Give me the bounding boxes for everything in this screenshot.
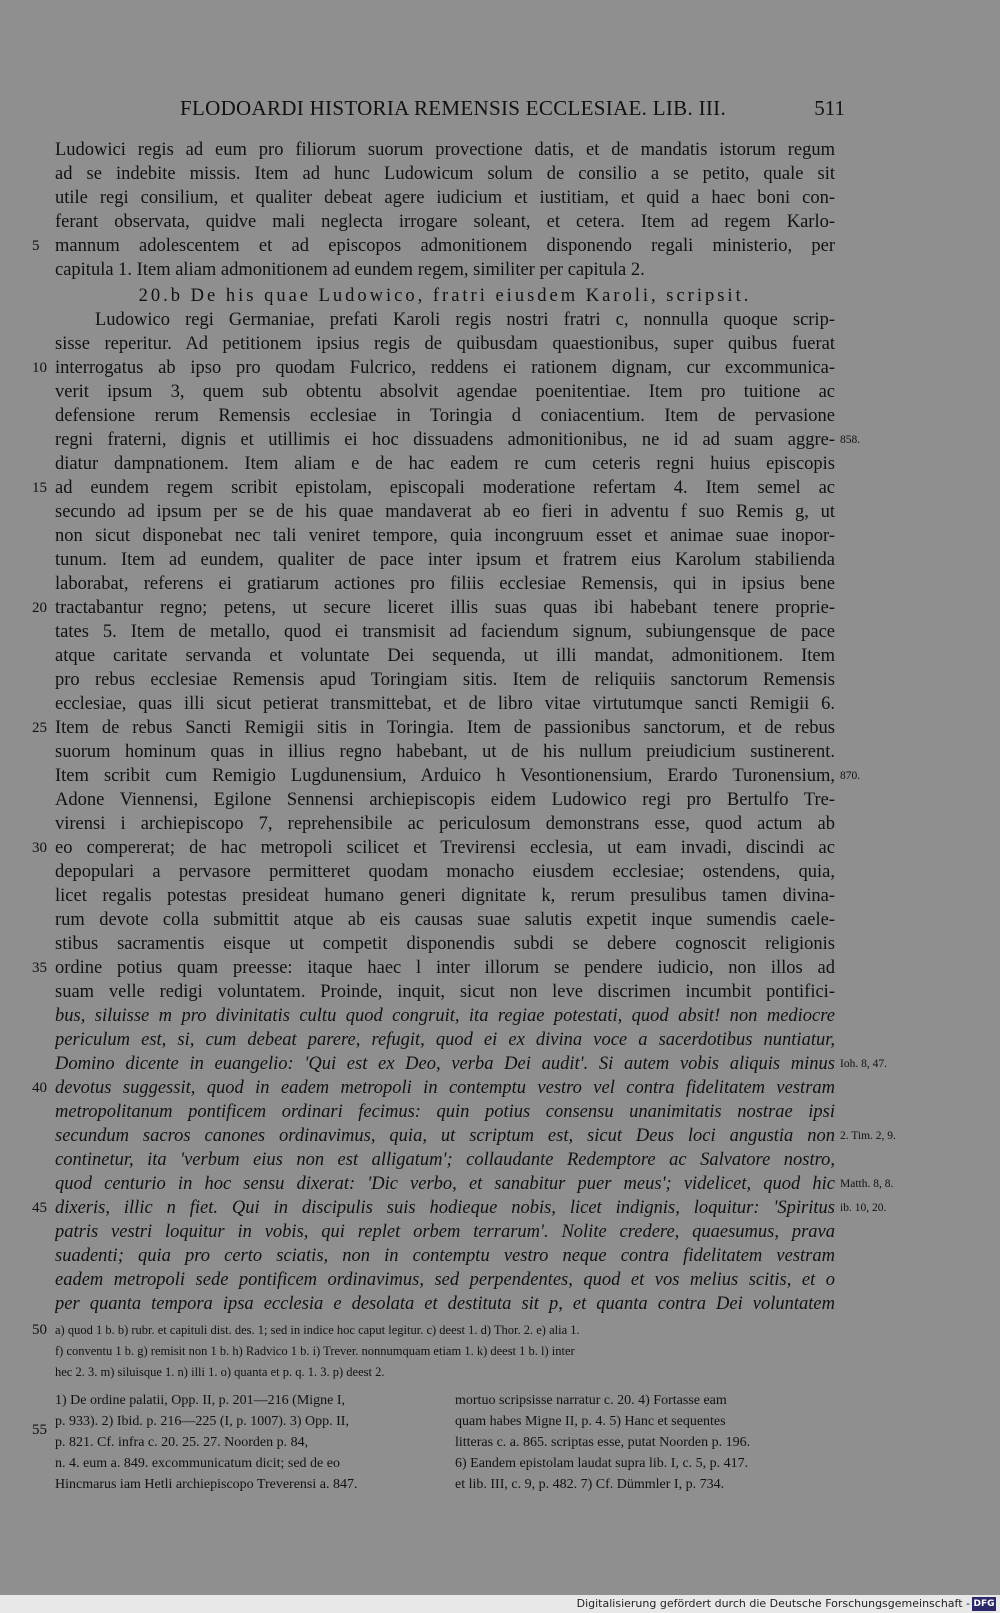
footnote-line: 6) Eandem epistolam laudat supra lib. I, c. 5, p. 417. [455, 1456, 749, 1471]
text-line: pro rebus ecclesiae Remensis apud Toringiam sitis. Item de reliquiis sanctorum Remensis [55, 670, 835, 690]
text-line: ad se indebite missis. Item ad hunc Ludowicum solum de consilio a se petito, quale sit [55, 164, 835, 184]
footnote-line: litteras c. a. 865. scriptas esse, putat Noorden p. 196. [455, 1435, 751, 1450]
footnote-line: Hincmarus iam Hetli archiepiscopo Treverensi a. 847. [55, 1477, 358, 1492]
margin-reference: Ioh. 8, 47. [840, 1058, 887, 1070]
text-line: suam velle redigi voluntatem. Proinde, inquit, sicut non leve discrimen incumbit pontifici- [55, 982, 835, 1002]
footnotes-right-column [455, 1390, 833, 1495]
line-number: 40 [32, 1080, 47, 1096]
running-title: FLODOARDI HISTORIA REMENSIS ECCLESIAE. LIB. III. [180, 96, 727, 120]
apparatus-line: hec 2. 3. m) siluisque 1. n) illi 1. o) quanta et p. q. 1. 3. p) deest 2. [55, 1365, 385, 1379]
dfg-logo-icon: DFG [973, 1599, 995, 1609]
line-number: 35 [32, 960, 47, 976]
text-line: secundo ad ipsum per se de his quae mandaverat ab eo fieri in adventu f suo Remis g, ut [55, 502, 835, 522]
text-line: bus, siluisse m pro divinitatis cultu quod congruit, ita regiae potestati, quod absit! non mediocre [55, 1006, 835, 1026]
digitization-footer [0, 1595, 1000, 1613]
text-line: defensione rerum Remensis ecclesiae in Toringia d coniacentium. Item de pervasione [55, 406, 835, 426]
text-line: continetur, ita 'verbum eius non est alligatum'; collaudante Redemptore ac Salvatore nostro, [55, 1150, 835, 1170]
text-line: Ludowici regis ad eum pro filiorum suorum provectione datis, et de mandatis istorum regum [55, 140, 835, 160]
text-line: non sicut disponebat nec tali veniret tempore, quia incongruum esset et animae suae inopor- [55, 526, 835, 546]
text-line: devotus suggessit, quod in eadem metropoli in contemptu vestro vel contra fidelitatem vestram [55, 1078, 835, 1098]
text-line: per quanta tempora ipsa ecclesia e desolata et destituta sit p, et quanta contra Dei voluntatem [55, 1294, 835, 1314]
text-line: suorum hominum quas in illius regno habebant, ut de his nullum preiudicium sustinerent. [55, 742, 835, 762]
line-number: 20 [32, 600, 47, 616]
margin-year: 870. [840, 770, 861, 782]
text-line: verit ipsum 3, quem sub obtentu absolvit agendae poenitentiae. Item pro tuitione ac [55, 382, 835, 402]
text-line: metropolitanum pontificem ordinari fecimus: quin potius consensu unanimitatis nostrae ipsi [55, 1102, 835, 1122]
text-line: eo compererat; de hac metropoli scilicet et Trevirensi ecclesia, ut eam invadi, discindi ac [55, 838, 835, 858]
chapter-heading: 20.b De his quae Ludowico, fratri eiusdem Karoli, scripsit. [138, 286, 752, 306]
footnote-line: p. 933). 2) Ibid. p. 216—225 (I, p. 1007). 3) Opp. II, [55, 1414, 349, 1429]
text-line: licet regalis potestas presideat humano generi dignitate k, rerum presulibus tamen divina- [55, 886, 835, 906]
footnote-line: n. 4. eum a. 849. excommunicatum dicit; sed de eo [55, 1456, 340, 1471]
page-number: 511 [814, 96, 845, 120]
text-line: tunum. Item ad eundem, qualiter de pace inter ipsum et fratrem eius Karolum stabilienda [55, 550, 835, 570]
line-number: 50 [32, 1322, 47, 1338]
text-line: virensi i archiepiscopo 7, reprehensibile ac periculosum demonstrans esse, quod actum ab [55, 814, 835, 834]
running-header [55, 96, 845, 126]
text-line: Item scribit cum Remigio Lugdunensium, Arduico h Vesontionensium, Erardo Turonensium, [55, 766, 835, 786]
margin-reference: ib. 10, 20. [840, 1202, 887, 1214]
footnote-line: 1) De ordine palatii, Opp. II, p. 201—216 (Migne I, [55, 1393, 346, 1408]
line-number: 30 [32, 840, 47, 856]
text-line: atque caritate servanda et voluntate Dei sequenda, ut illi mandat, admonitionem. Item [55, 646, 835, 666]
text-line: tractabantur regno; petens, ut secure liceret illis suas quas ibi habebant tenere proprie- [55, 598, 835, 618]
line-number: 5 [32, 238, 40, 254]
text-line: suadenti; quia pro certo sciatis, non in contemptu vestro neque contra fidelitatem vestram [55, 1246, 835, 1266]
text-line: Domino dicente in euangelio: 'Qui est ex Deo, verba Dei audit'. Si autem vobis aliquis minus [55, 1054, 835, 1074]
footnote-line: p. 821. Cf. infra c. 20. 25. 27. Noorden p. 84, [55, 1435, 309, 1450]
text-line: interrogatus ab ipso pro quodam Fulcrico, reddens ei rationem dignam, cur excommunica- [55, 358, 835, 378]
text-line: ad eundem regem scribit epistolam, episcopali moderatione refertam 4. Item semel ac [55, 478, 835, 498]
apparatus-line: a) quod 1 b. b) rubr. et capituli dist. des. 1; sed in indice hoc caput legitur. c) deest 1. d) Thor. 2. e) alia 1. [55, 1323, 580, 1337]
text-line: patris vestri loquitur in vobis, qui replet orbem terrarum'. Nolite credere, quaesumus, prava [55, 1222, 835, 1242]
footnote-line: mortuo scripsisse narratur c. 20. 4) Fortasse eam [455, 1393, 727, 1408]
text-line: dixeris, illic n fiet. Qui in discipulis suis hodieque nobis, licet indignis, loquitur: 'Spiritus [55, 1198, 835, 1218]
text-line: laborabat, referens ei gratiarum actiones pro filiis ecclesiae Remensis, qui in ipsius bene [55, 574, 835, 594]
text-line: capitula 1. Item aliam admonitionem ad eundem regem, similiter per capitula 2. [55, 260, 645, 280]
margin-year: 858. [840, 434, 861, 446]
line-number: 15 [32, 480, 47, 496]
text-line: rum devote colla submittit atque ab eis causas suae salutis expetit inque sumendis caele- [55, 910, 835, 930]
text-line: tates 5. Item de metallo, quod ei transmisit ad faciendum signum, subiungensque de pace [55, 622, 835, 642]
text-line: secundum sacros canones ordinavimus, quia, ut scriptum est, sicut Deus loci angustia non [55, 1126, 835, 1146]
text-line: quod centurio in hoc sensu dixerat: 'Dic verbo, et sanabitur puer meus'; videlicet, quod hic [55, 1174, 835, 1194]
text-line: periculum est, si, cum debeat parere, refugit, quod ei ex divina voce a sacerdotibus nuntiatur, [55, 1030, 835, 1050]
text-line: mannum adolescentem et ad episcopos admonitionem disponendo regali ministerio, per [55, 236, 835, 256]
line-number: 10 [32, 360, 47, 376]
margin-reference: 2. Tim. 2, 9. [840, 1130, 896, 1142]
text-line: ordine potius quam preesse: itaque haec l inter illorum se pendere iudicio, non illos ad [55, 958, 835, 978]
line-number: 55 [32, 1422, 47, 1438]
line-number: 25 [32, 720, 47, 736]
text-line: stibus sacramentis eisque ut competit disponendis subdi se debere cognoscit religionis [55, 934, 835, 954]
text-line: Adone Viennensi, Egilone Sennensi archiepiscopis eidem Ludowico regi pro Bertulfo Tre- [55, 790, 835, 810]
text-line: eadem metropoli sede pontificem ordinavimus, sed perpendentes, quod et vos melius scitis, et o [55, 1270, 835, 1290]
footnote-line: et lib. III, c. 9, p. 482. 7) Cf. Dümmler I, p. 734. [455, 1477, 725, 1492]
margin-reference: Matth. 8, 8. [840, 1178, 894, 1190]
footnotes-left-column [55, 1390, 433, 1495]
footer-credit: Digitalisierung gefördert durch die Deutsche Forschungsgemeinschaft - [576, 1597, 970, 1610]
text-line: Item de rebus Sancti Remigii sitis in Toringia. Item de passionibus sanctorum, et de rebus [55, 718, 835, 738]
text-line: utile regi consilium, et qualiter debeat agere iudicium et iustitiam, et quid a haec boni con- [55, 188, 835, 208]
text-line: ferant observata, quidve mali neglecta irrogare soleant, et cetera. Item ad regem Karlo- [55, 212, 835, 232]
apparatus-line: f) conventu 1 b. g) remisit non 1 b. h) Radvico 1 b. i) Trever. nonnumquam etiam 1. k) deest 1 b. l) inter [55, 1344, 575, 1358]
line-number: 45 [32, 1200, 47, 1216]
text-line: diatur dampnationem. Item aliam e de hac eadem re cum ceteris regni huius episcopis [55, 454, 835, 474]
footnote-line: quam habes Migne II, p. 4. 5) Hanc et sequentes [455, 1414, 726, 1429]
text-line: regni fraterni, dignis et utillimis ei hoc dissuadens admonitionibus, ne id ad suam aggre- [55, 430, 835, 450]
text-line: depopulari a pervasore permitteret quodam monacho eiusdem ecclesiae; ostendens, quia, [55, 862, 835, 882]
text-line: Ludowico regi Germaniae, prefati Karoli regis nostri fratri c, nonnulla quoque scrip- [95, 310, 835, 330]
text-line: sisse reperitur. Ad petitionem ipsius regis de quibusdam quaestionibus, super quibus fuerat [55, 334, 835, 354]
text-line: ecclesiae, quas illi sicut petierat transmittebat, et de libro vitae virtutumque sancti Remigii 6. [55, 694, 835, 714]
